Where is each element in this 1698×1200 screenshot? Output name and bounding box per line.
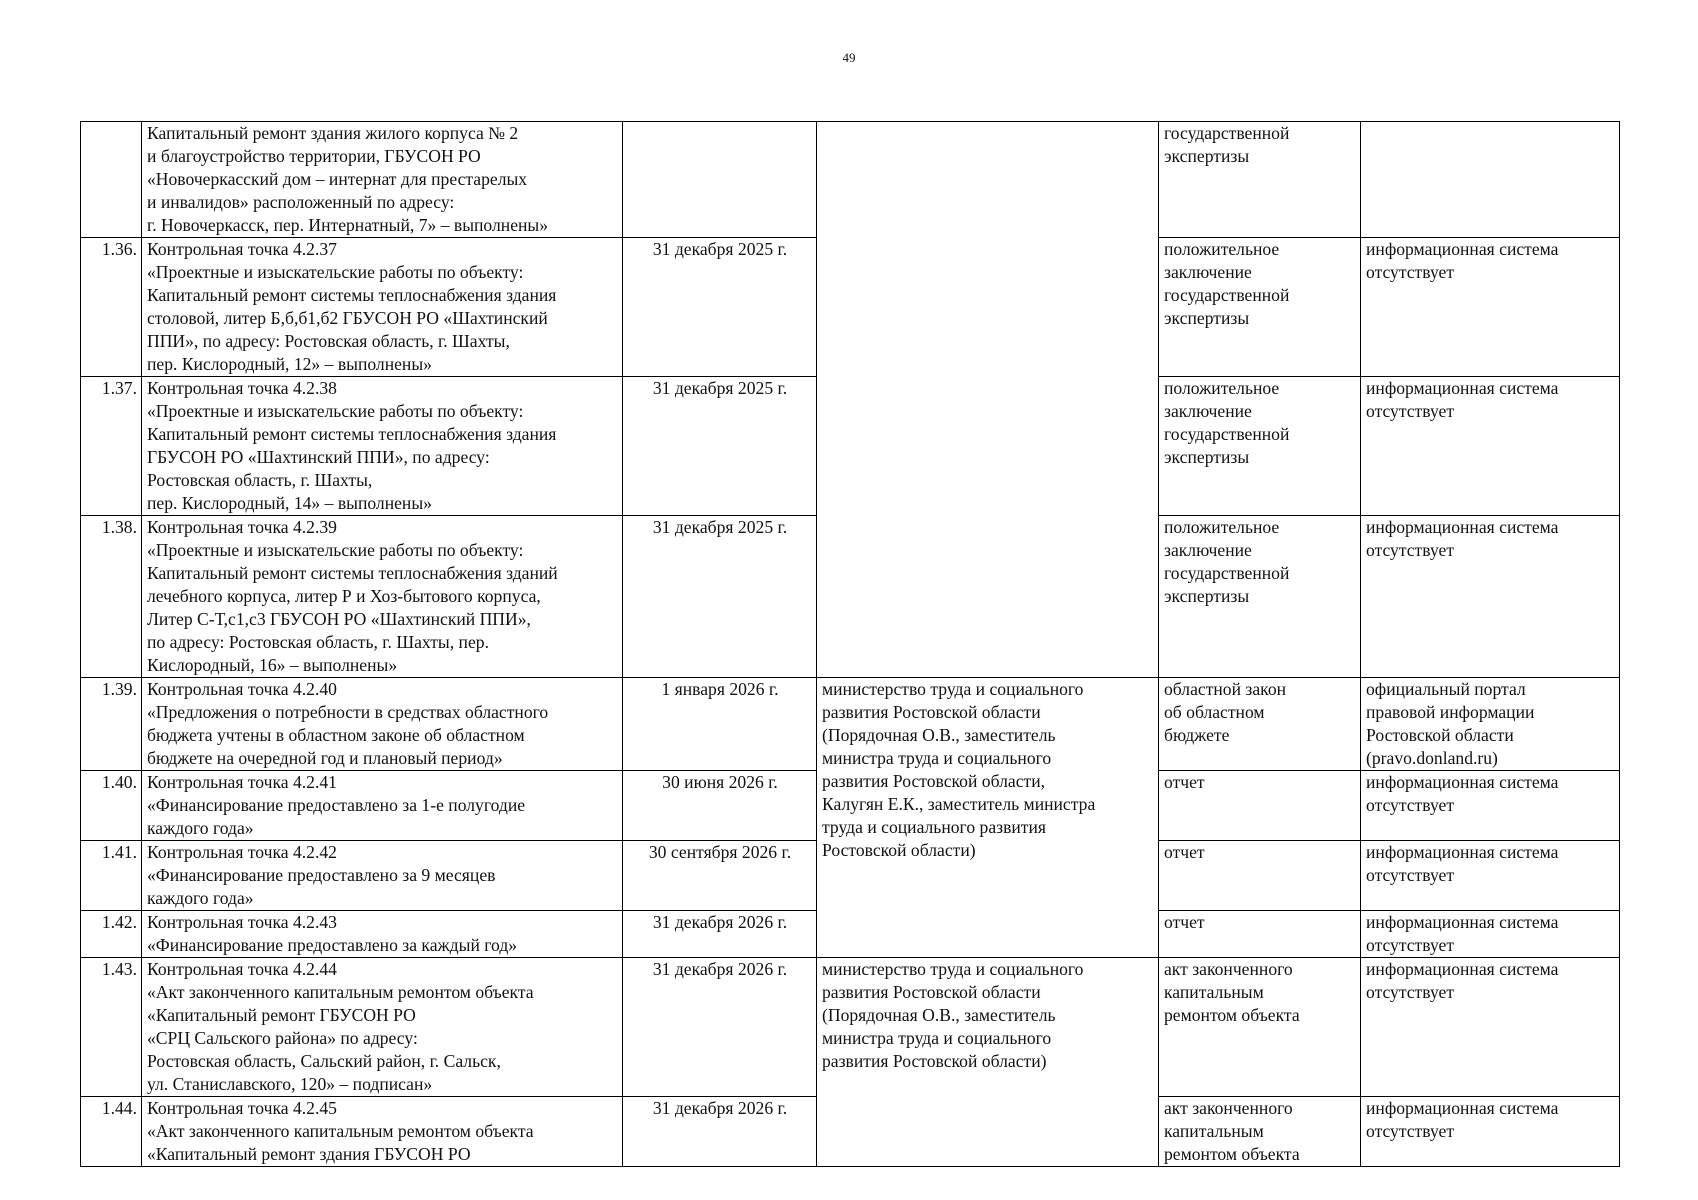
row-description: Контрольная точка 4.2.37 «Проектные и изыскательские работы по объекту: Капитальный ремонт системы теплоснабжения здания столовой, литер Б,б,б1,б2 ГБУСОН РО «Шахтинский ППИ», по адресу: Ростовская область, г. Шахты, пер. Кислородный, 12» – выполнены» <box>142 238 623 377</box>
row-info-system: информационная система отсутствует <box>1361 377 1620 516</box>
row-info-system: информационная система отсутствует <box>1361 958 1620 1097</box>
row-info-system: информационная система отсутствует <box>1361 238 1620 377</box>
row-description: Контрольная точка 4.2.43 «Финансирование предоставлено за каждый год» <box>142 911 623 958</box>
row-number: 1.38. <box>81 516 142 678</box>
table-row <box>81 122 1620 238</box>
row-document: положительное заключение государственной экспертизы <box>1159 238 1361 377</box>
table-row <box>81 958 1620 1097</box>
row-deadline: 30 июня 2026 г. <box>623 771 817 841</box>
row-number: 1.37. <box>81 377 142 516</box>
row-number: 1.40. <box>81 771 142 841</box>
row-info-system: информационная система отсутствует <box>1361 771 1620 841</box>
row-number: 1.39. <box>81 678 142 771</box>
row-deadline: 31 декабря 2025 г. <box>623 238 817 377</box>
row-description: Капитальный ремонт здания жилого корпуса № 2 и благоустройство территории, ГБУСОН РО «Новочеркасский дом – интернат для престарелых и инвалидов» расположенный по адресу: г. Новочеркасск, пер. Интернатный, 7» – выполнены» <box>142 122 623 238</box>
row-number <box>81 122 142 238</box>
row-deadline: 1 января 2026 г. <box>623 678 817 771</box>
row-description: Контрольная точка 4.2.40 «Предложения о потребности в средствах областного бюджета учтены в областном законе об областном бюджете на очередной год и плановый период» <box>142 678 623 771</box>
row-deadline: 31 декабря 2026 г. <box>623 1097 817 1167</box>
row-document: областной закон об областном бюджете <box>1159 678 1361 771</box>
row-deadline <box>623 122 817 238</box>
row-number: 1.41. <box>81 841 142 911</box>
row-document: отчет <box>1159 911 1361 958</box>
row-description: Контрольная точка 4.2.44 «Акт законченного капитальным ремонтом объекта «Капитальный ремонт ГБУСОН РО «СРЦ Сальского района» по адресу: Ростовская область, Сальский район, г. Сальск, ул. Станиславского, 120» – подписан» <box>142 958 623 1097</box>
row-number: 1.44. <box>81 1097 142 1167</box>
row-deadline: 30 сентября 2026 г. <box>623 841 817 911</box>
row-description: Контрольная точка 4.2.41 «Финансирование предоставлено за 1-е полугодие каждого года» <box>142 771 623 841</box>
responsible-cell: министерство труда и социального развития Ростовской области (Порядочная О.В., заместитель министра труда и социального развития Ростовской области, Калугян Е.К., заместитель министра труда и социального развития Ростовской области) <box>817 678 1159 958</box>
row-deadline: 31 декабря 2026 г. <box>623 911 817 958</box>
row-document: положительное заключение государственной экспертизы <box>1159 377 1361 516</box>
page-number: 49 <box>842 50 856 65</box>
row-document: отчет <box>1159 771 1361 841</box>
row-description: Контрольная точка 4.2.39 «Проектные и изыскательские работы по объекту: Капитальный ремонт системы теплоснабжения зданий лечебного корпуса, литер Р и Хоз-бытового корпуса, Литер С-Т,с1,с3 ГБУСОН РО «Шахтинский ППИ», по адресу: Ростовская область, г. Шахты, пер. Кислородный, 16» – выполнены» <box>142 516 623 678</box>
row-deadline: 31 декабря 2025 г. <box>623 516 817 678</box>
table-row <box>81 678 1620 771</box>
row-description: Контрольная точка 4.2.45 «Акт законченного капитальным ремонтом объекта «Капитальный ремонт здания ГБУСОН РО <box>142 1097 623 1167</box>
control-points-table <box>80 121 1620 1167</box>
row-deadline: 31 декабря 2026 г. <box>623 958 817 1097</box>
row-info-system: официальный портал правовой информации Ростовской области (pravo.donland.ru) <box>1361 678 1620 771</box>
responsible-cell: министерство труда и социального развития Ростовской области (Порядочная О.В., заместитель министра труда и социального развития Ростовской области) <box>817 958 1159 1167</box>
row-description: Контрольная точка 4.2.38 «Проектные и изыскательские работы по объекту: Капитальный ремонт системы теплоснабжения здания ГБУСОН РО «Шахтинский ППИ», по адресу: Ростовская область, г. Шахты, пер. Кислородный, 14» – выполнены» <box>142 377 623 516</box>
row-info-system <box>1361 122 1620 238</box>
row-description: Контрольная точка 4.2.42 «Финансирование предоставлено за 9 месяцев каждого года» <box>142 841 623 911</box>
row-number: 1.36. <box>81 238 142 377</box>
row-document: положительное заключение государственной экспертизы <box>1159 516 1361 678</box>
row-document: отчет <box>1159 841 1361 911</box>
row-info-system: информационная система отсутствует <box>1361 1097 1620 1167</box>
row-document: государственной экспертизы <box>1159 122 1361 238</box>
responsible-cell <box>817 122 1159 678</box>
row-number: 1.43. <box>81 958 142 1097</box>
row-info-system: информационная система отсутствует <box>1361 911 1620 958</box>
row-info-system: информационная система отсутствует <box>1361 516 1620 678</box>
row-deadline: 31 декабря 2025 г. <box>623 377 817 516</box>
row-document: акт законченного капитальным ремонтом объекта <box>1159 1097 1361 1167</box>
row-number: 1.42. <box>81 911 142 958</box>
row-info-system: информационная система отсутствует <box>1361 841 1620 911</box>
row-document: акт законченного капитальным ремонтом объекта <box>1159 958 1361 1097</box>
